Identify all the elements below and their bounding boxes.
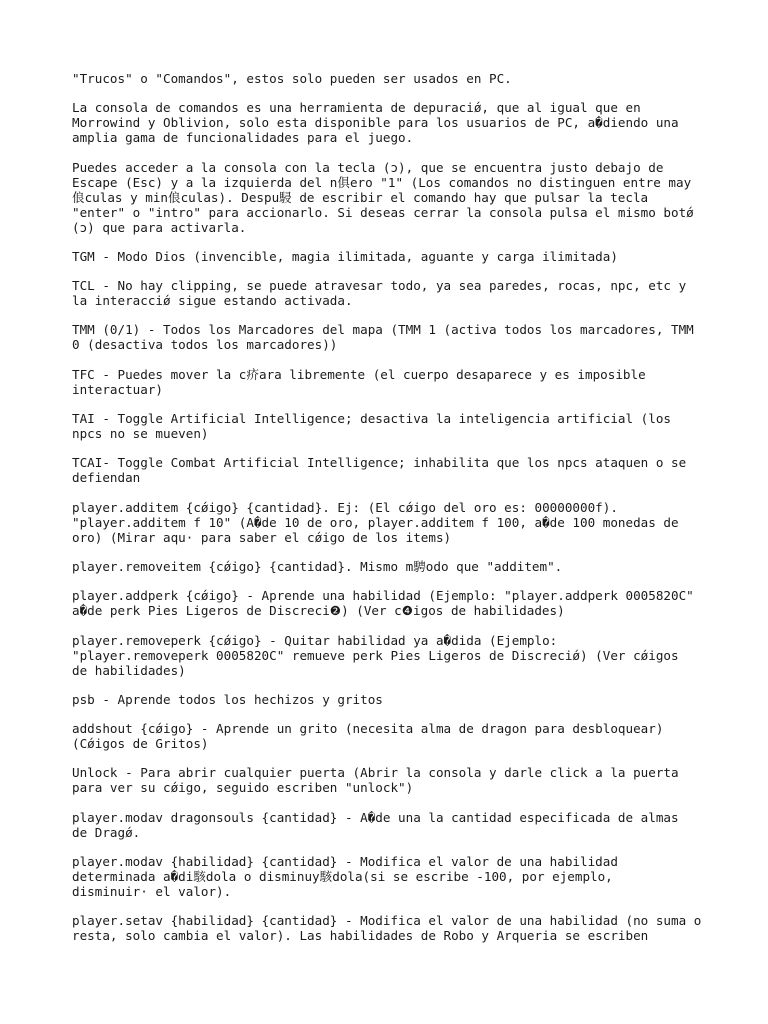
text-line: "player.additem f 10" (A�de 10 de oro, player.additem f 100, a�de 100 monedas de	[72, 514, 679, 530]
text-line: TMM (0/1) - Todos los Marcadores del mapa (TMM 1 (activa todos los marcadores, TMM	[72, 322, 694, 338]
text-line: "Trucos" o "Comandos", estos solo pueden ser usados en PC.	[72, 71, 512, 86]
paragraph	[72, 278, 702, 308]
document-body	[72, 71, 702, 958]
paragraph	[72, 810, 702, 840]
text-line: Unlock - Para abrir cualquier puerta (Abrir la consola y darle click a la puerta	[72, 765, 679, 781]
paragraph	[72, 633, 702, 678]
text-line: player.removeperk {cǿigo} - Quitar habilidad ya a�dida (Ejemplo:	[72, 632, 558, 648]
text-line: resta, solo cambia el valor). Las habilidades de Robo y Arqueria se escriben	[72, 928, 649, 944]
text-line: Escape (Esc) y a la izquierda del n俱ero "1" (Los comandos no distinguen entre may	[72, 174, 692, 190]
paragraph	[72, 559, 702, 574]
paragraph	[72, 588, 702, 618]
paragraph	[72, 100, 702, 145]
text-line: interactuar)	[72, 381, 163, 397]
paragraph	[72, 160, 702, 235]
text-line: (ɔ) que para activarla.	[72, 219, 247, 235]
text-line: 俍culas y min俍culas). Despu駸 de escribir el comando hay que pulsar la tecla	[72, 189, 649, 205]
paragraph	[72, 71, 702, 86]
text-line: 0 (desactiva todos los marcadores))	[72, 337, 338, 353]
paragraph	[72, 721, 702, 751]
paragraph	[72, 455, 702, 485]
text-line: addshout {cǿigo} - Aprende un grito (necesita alma de dragon para desbloquear)	[72, 721, 664, 737]
text-line: la interacciǿ sigue estando activada.	[72, 293, 353, 309]
paragraph	[72, 367, 702, 397]
paragraph	[72, 322, 702, 352]
text-line: TCL - No hay clipping, se puede atravesar todo, ya sea paredes, rocas, npc, etc y	[72, 278, 687, 294]
paragraph	[72, 249, 702, 264]
text-line: Morrowind y Oblivion, solo esta disponible para los usuarios de PC, a�diendo una	[72, 115, 679, 131]
text-line: player.setav {habilidad} {cantidad} - Modifica el valor de una habilidad (no suma o	[72, 913, 702, 929]
text-line: player.modav dragonsouls {cantidad} - A�de una la cantidad especificada de almas	[72, 809, 679, 825]
text-line: player.removeitem {cǿigo} {cantidad}. Mismo m騁odo que "additem".	[72, 558, 563, 574]
text-line: player.additem {cǿigo} {cantidad}. Ej: (El cǿigo del oro es: 00000000f).	[72, 499, 618, 515]
text-line: determinada a�di駭dola o disminuy駭dola(si se escribe -100, por ejemplo,	[72, 869, 613, 885]
text-line: de Dragǿ.	[72, 824, 141, 840]
paragraph	[72, 913, 702, 943]
text-line: "enter" o "intro" para accionarlo. Si deseas cerrar la consola pulsa el mismo botǿ	[72, 204, 694, 220]
text-line: para ver su cǿigo, seguido escriben "unlock")	[72, 780, 414, 796]
text-line: disminuir· el valor).	[72, 884, 232, 900]
paragraph	[72, 500, 702, 545]
paragraph	[72, 411, 702, 441]
text-line: La consola de comandos es una herramienta de depuraciǿ, que al igual que en	[72, 100, 641, 116]
text-line: amplia gama de funcionalidades para el juego.	[72, 130, 414, 146]
text-line: npcs no se mueven)	[72, 426, 209, 442]
text-line: TGM - Modo Dios (invencible, magia ilimitada, aguante y carga ilimitada)	[72, 248, 618, 264]
text-line: player.addperk {cǿigo} - Aprende una habilidad (Ejemplo: "player.addperk 0005820C"	[72, 588, 694, 604]
text-line: a�de perk Pies Ligeros de Discreci❷) (Ver c❹igos de habilidades)	[72, 603, 565, 619]
text-line: de habilidades)	[72, 662, 186, 678]
text-line: oro) (Mirar aqu· para saber el cǿigo de los items)	[72, 529, 452, 545]
text-line: TCAI- Toggle Combat Artificial Intelligence; inhabilita que los npcs ataquen o se	[72, 455, 687, 471]
text-line: "player.removeperk 0005820C" remueve perk Pies Ligeros de Discreciǿ) (Ver cǿigos	[72, 647, 679, 663]
text-line: psb - Aprende todos los hechizos y gritos	[72, 691, 383, 707]
text-line: Puedes acceder a la consola con la tecla (ɔ), que se encuentra justo debajo de	[72, 159, 664, 175]
text-line: player.modav {habilidad} {cantidad} - Modifica el valor de una habilidad	[72, 854, 618, 870]
paragraph	[72, 854, 702, 899]
text-line: TFC - Puedes mover la c疥ara libremente (el cuerpo desaparece y es imposible	[72, 366, 646, 382]
text-line: (Cǿigos de Gritos)	[72, 736, 209, 752]
paragraph	[72, 765, 702, 795]
text-line: defiendan	[72, 470, 141, 486]
text-line: TAI - Toggle Artificial Intelligence; desactiva la inteligencia artificial (los	[72, 411, 671, 427]
paragraph	[72, 692, 702, 707]
